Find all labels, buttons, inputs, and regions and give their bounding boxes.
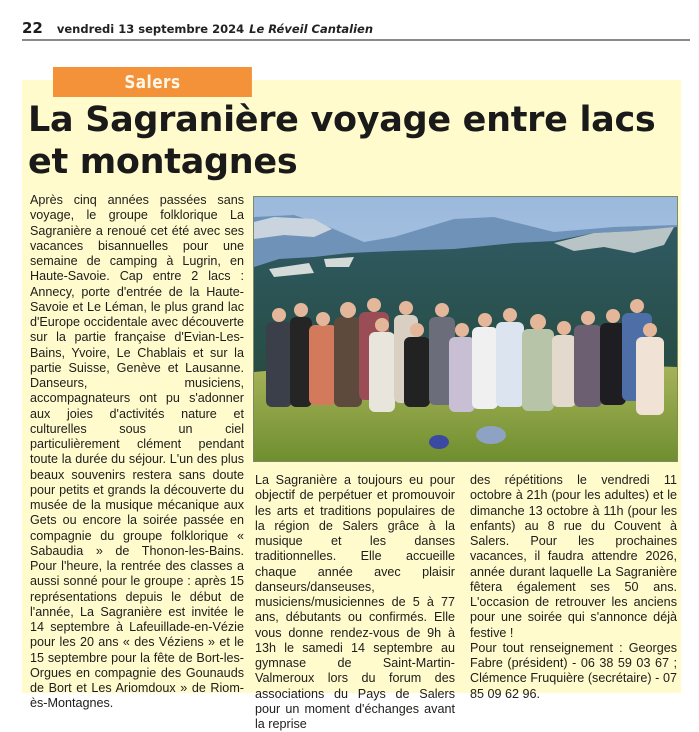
section-tag: Salers bbox=[53, 67, 252, 97]
paragraph: des répétitions le vendredi 11 octobre à 21h (pour les adultes) et le dimanche 13 octobre à 11h (pour les enfants) au 8 rue du Couvent à Salers. Pour les prochaines vacances, il faudra attendre 2026, année durant laquelle La Sagranière fêtera également ses 50 ans. L'occasion de retrouver les anciens pour une soirée qui s'annonce déjà festive ! bbox=[470, 473, 677, 640]
page-header bbox=[22, 19, 690, 41]
article-column-3 bbox=[470, 473, 677, 702]
paragraph: Après cinq années passées sans voyage, le groupe folklorique La Sagranière a renoué cet été avec ses vacances bisannuelles pour une semaine de camping à Lugrin, en Haute-Savoie. Cap entre 2 lacs : Annecy, porte d'entrée de la Haute-Savoie et Le Léman, le plus grand lac d'Europe occidentale avec découverte sur la partie française d'Evian-Les-Bains, Yvoire, Le Chablais et sur la partie Suisse, Genève et Lausanne. Danseurs, musiciens, accompagnateurs ont pu s'adonner aux joies d'activités nature et culturelles sous un ciel particulièrement clément pendant toute la durée du séjour. L'un des plus beaux souvenirs restera sans doute pour petits et grands la découverte du musée de la musique mécanique aux Gets ou encore la soirée passée en compagnie du groupe folklorique « Sabaudia » de Thonon-les-Bains. Pour l'heure, la rentrée des classes a aussi sonné pour le groupe : après 15 représentations depuis le début de l'année, La Sagranière est invitée le 14 septembre à Lafeuillade-en-Vézie pour les 20 ans « des Véziens » et le 15 septembre pour la fête de Bort-les-Orgues en compagnie des Gounauds de Bort et Les Ariomdoux » de Riom-ès-Montagnes. bbox=[30, 193, 244, 711]
issue-date: vendredi 13 septembre 2024 bbox=[56, 22, 245, 36]
page-number: 22 bbox=[22, 19, 43, 37]
headline: La Sagranière voyage entre lacs et montagnes bbox=[28, 100, 656, 182]
article-column-2 bbox=[255, 473, 455, 732]
article-column-1 bbox=[30, 193, 244, 712]
photo-image bbox=[254, 197, 677, 461]
newspaper-name: Le Réveil Cantalien bbox=[249, 22, 374, 36]
contact-paragraph: Pour tout renseignement : Georges Fabre (président) - 06 38 59 03 67 ; Clémence Fruquière (secrétaire) - 07 85 09 62 96. bbox=[470, 640, 677, 701]
group-photo bbox=[253, 196, 678, 462]
paragraph: La Sagranière a toujours eu pour objectif de perpétuer et promouvoir les arts et traditions populaires de la région de Salers grâce à la musique et les danses traditionnelles. Elle accueille chaque année avec plaisir danseurs/danseuses, musiciens/musiciennes de 5 à 77 ans, débutants ou confirmés. Elle vous donne rendez-vous de 9h à 13h le samedi 14 septembre au gymnase de Saint-Martin-Valmeroux lors du forum des associations du Pays de Salers pour un moment d'échanges avant la reprise bbox=[255, 473, 455, 731]
